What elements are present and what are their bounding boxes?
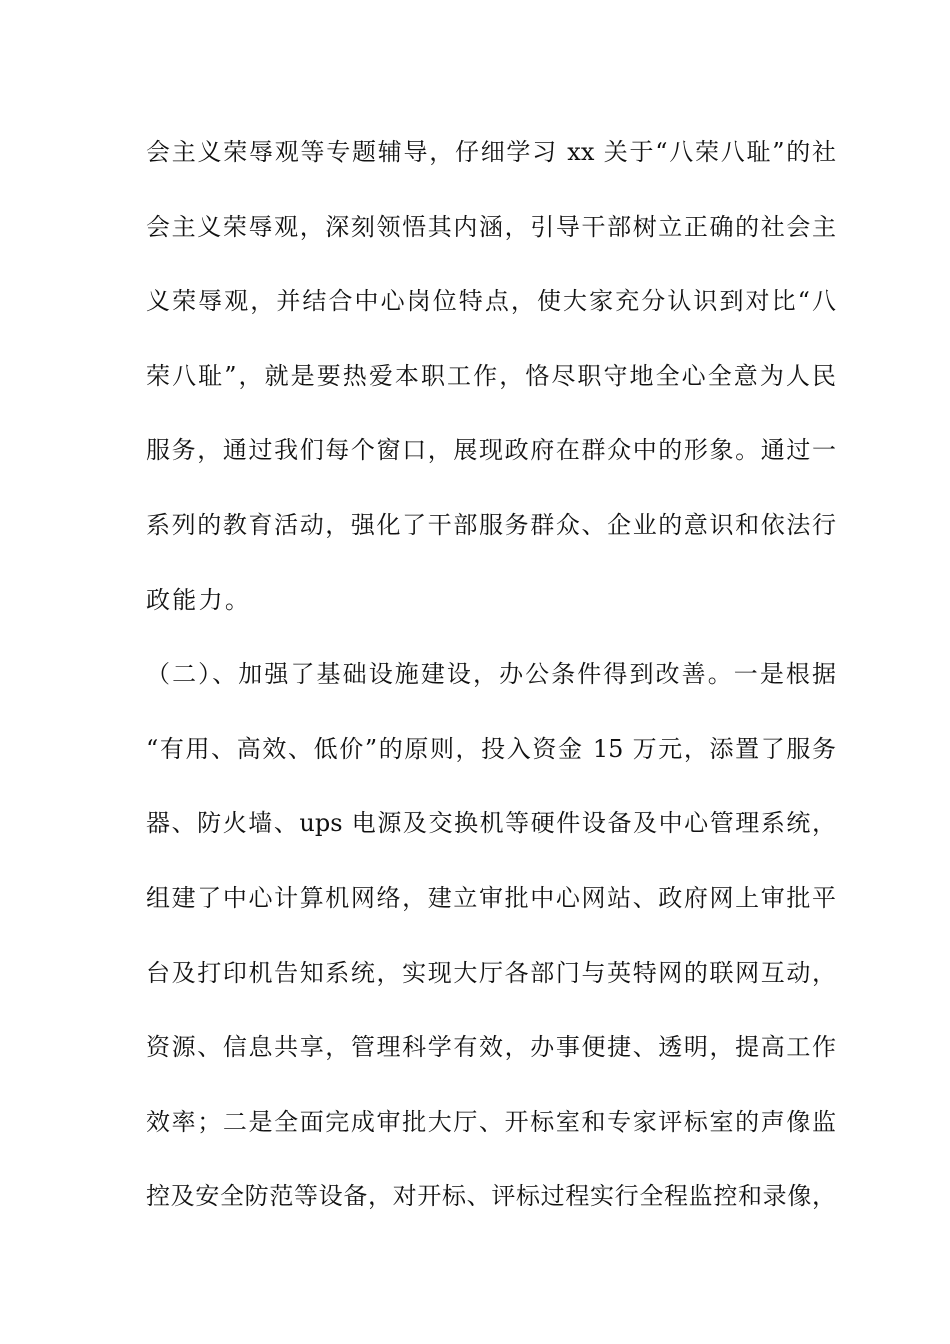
text-line: 资源、信息共享，管理科学有效，办事便捷、透明，提高工作	[146, 1033, 836, 1062]
text-line: 台及打印机告知系统，实现大厅各部门与英特网的联网互动，	[146, 958, 836, 987]
text-line: 组建了中心计算机网络，建立审批中心网站、政府网上审批平	[146, 883, 836, 912]
text-line: 会主义荣辱观等专题辅导，仔细学习 xx 关于“八荣八耻”的社	[146, 138, 836, 166]
text-line: 系列的教育活动，强化了干部服务群众、企业的意识和依法行	[146, 510, 836, 539]
text-line: 服务，通过我们每个窗口，展现政府在群众中的形象。通过一	[146, 436, 836, 465]
text-line: （二）、加强了基础设施建设，办公条件得到改善。一是根据	[146, 660, 836, 689]
text-line: “有用、高效、低价”的原则，投入资金 15 万元，添置了服务	[146, 734, 836, 763]
text-line: 会主义荣辱观，深刻领悟其内涵，引导干部树立正确的社会主	[146, 212, 836, 241]
text-line: 控及安全防范等设备，对开标、评标过程实行全程监控和录像，	[146, 1182, 836, 1211]
text-line: 荣八耻”，就是要热爱本职工作，恪尽职守地全心全意为人民	[146, 361, 836, 390]
text-line: 器、防火墙、ups 电源及交换机等硬件设备及中心管理系统，	[146, 809, 836, 838]
text-line: 义荣辱观，并结合中心岗位特点，使大家充分认识到对比“八	[146, 287, 836, 316]
text-line: 政能力。	[146, 585, 252, 614]
text-line: 效率；二是全面完成审批大厅、开标室和专家评标室的声像监	[146, 1107, 836, 1136]
body-text	[146, 128, 836, 1247]
